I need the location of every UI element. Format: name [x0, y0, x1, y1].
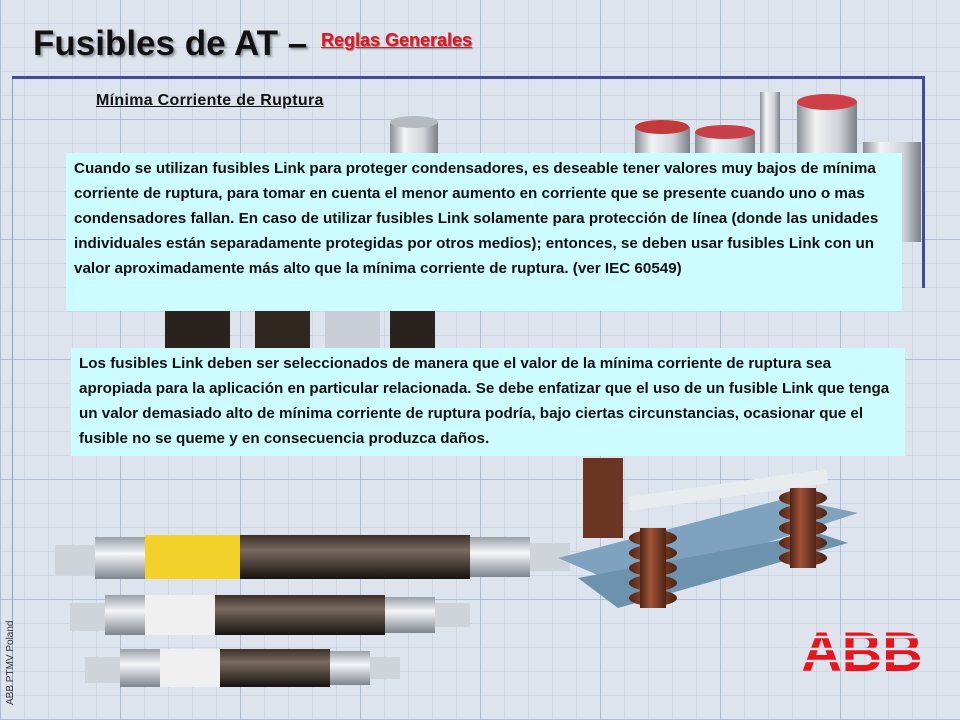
left-rule [12, 79, 13, 699]
fuse-links-photo [55, 525, 575, 700]
paragraph-fuse-selection: Los fusibles Link deben ser seleccionados de manera que el valor de la mínima corriente de ruptura sea apropiada para la aplicación en particular relacionada. Se debe enfatizar que el uso de un fusible Link que tenga un valor demasiado alto de mínima corriente de ruptura podría, bajo ciertas circunstancias, ocasionar que el fusible no se queme y en consecuencia produzca daños. [71, 348, 905, 456]
header-rule [12, 76, 924, 79]
fuse-base-photo [558, 458, 858, 638]
paragraph-capacitor-protection: Cuando se utilizan fusibles Link para proteger condensadores, es deseable tener valores muy bajos de mínima corriente de ruptura, para tomar en cuenta el menor aumento en corriente que se presente cuando uno o mas condensadores fallan. En caso de utilizar fusibles Link solamente para protección de línea (donde las unidades individuales están separadamente protegidas por otros medios); entonces, se deben usar fusibles Link con un valor aproximadamente más alto que la mínima corriente de ruptura. (ver IEC 60549) [66, 153, 902, 311]
title-subtitle-link: Reglas Generales [320, 30, 473, 50]
title-main: Fusibles de AT – [33, 24, 308, 63]
section-subtitle: Mínima Corriente de Ruptura [96, 92, 324, 109]
page-title [33, 24, 472, 64]
svg-text:ABB: ABB [801, 625, 923, 675]
side-label: ABB PTMV Poland [5, 620, 16, 705]
abb-logo [798, 625, 926, 675]
